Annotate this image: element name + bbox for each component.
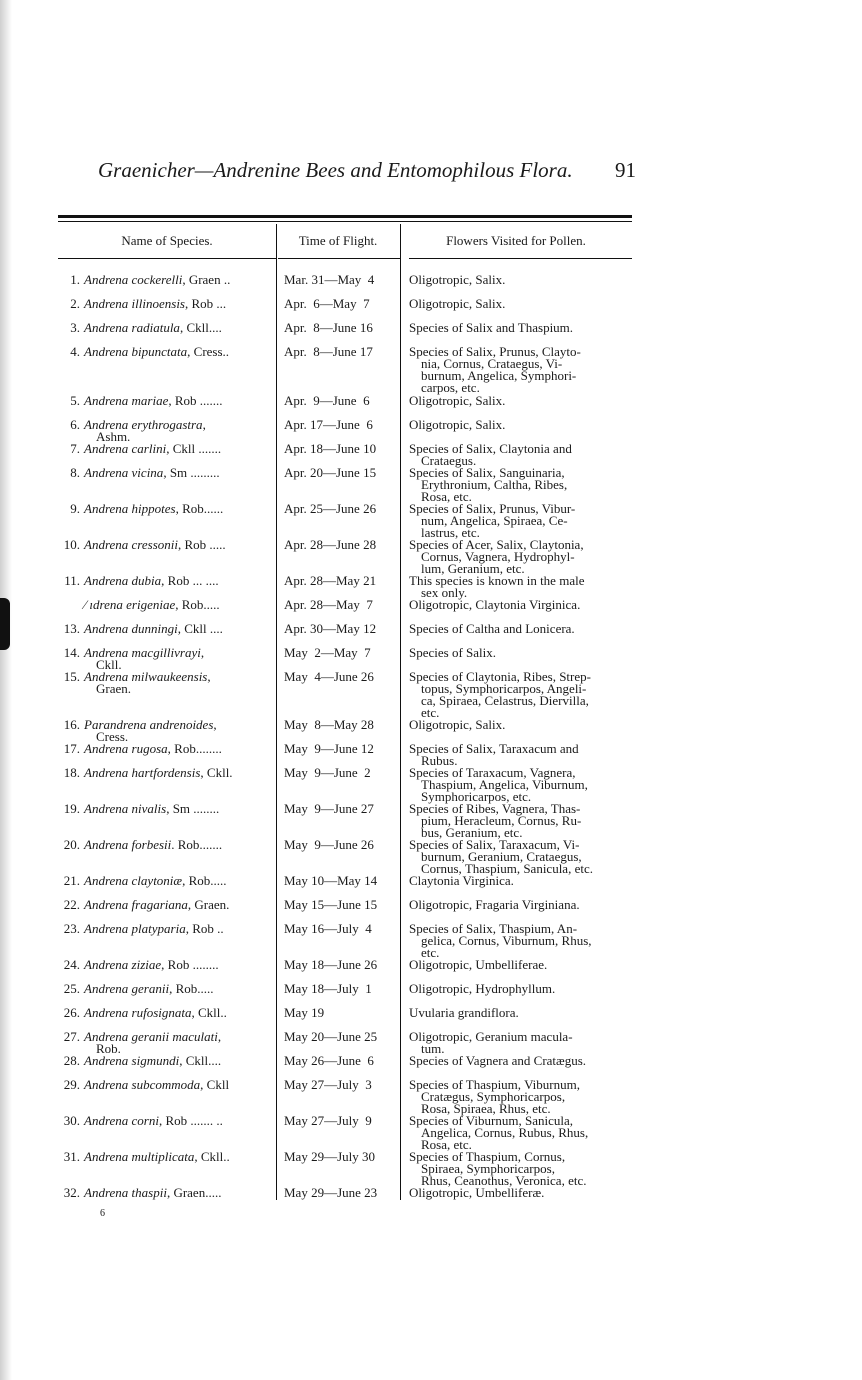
flowers-visited <box>409 539 635 575</box>
species-name <box>84 1007 274 1019</box>
species-name <box>84 647 274 671</box>
flowers-line: num, Angelica, Spiraea, Ce- <box>421 513 568 528</box>
species-binomial: Parandrena andrenoides <box>84 717 214 732</box>
species-binomial: Andrena dubia <box>84 573 162 588</box>
species-author: , Rob........ <box>167 741 222 756</box>
flowers-visited <box>409 395 635 407</box>
flowers-visited <box>409 575 635 599</box>
species-binomial: Andrena erythrogastra <box>84 417 203 432</box>
row-number: 31. <box>63 1149 80 1164</box>
page-number: 91 <box>615 158 636 182</box>
species-name <box>84 467 274 479</box>
row-number: 29. <box>63 1077 80 1092</box>
species-author: , Rob ........ <box>161 957 219 972</box>
row-number: 13. <box>63 621 80 636</box>
flowers-visited <box>409 983 635 995</box>
flowers-line: Rubus. <box>421 753 458 768</box>
row-number: 7. <box>70 441 80 456</box>
flowers-visited <box>409 1007 635 1019</box>
flowers-visited <box>409 1055 635 1067</box>
flowers-visited <box>409 803 635 839</box>
flowers-line: Species of Salix, Prunus, Clayto- <box>409 344 581 359</box>
flight-time: May 15—June 15 <box>284 897 378 912</box>
species-binomial: Andrena nivalis <box>84 801 167 816</box>
flight-time: Apr. 30—May 12 <box>284 621 377 636</box>
species-binomial: Andrena multiplicata <box>84 1149 195 1164</box>
column-header-time: Time of Flight. <box>298 233 378 248</box>
flowers-line: etc. <box>421 945 440 960</box>
flowers-line: Rosa, etc. <box>421 1137 472 1152</box>
species-author: , Sm ......... <box>163 465 220 480</box>
species-author: , Ckll.... <box>179 1053 222 1068</box>
species-binomial: Andrena hartfordensis <box>84 765 201 780</box>
flowers-line: carpos, etc. <box>421 380 480 395</box>
flowers-line: Oligotropic, Hydrophyllum. <box>409 981 556 996</box>
species-name <box>84 743 274 755</box>
flight-time: Apr. 25—June 26 <box>284 501 377 516</box>
flowers-line: etc. <box>421 705 440 720</box>
row-number: 20. <box>63 837 80 852</box>
species-name <box>84 575 274 587</box>
running-title: Graenicher—Andrenine Bees and Entomophilous Flora. <box>98 158 573 182</box>
flowers-line: Claytonia Virginica. <box>409 873 514 888</box>
flowers-visited <box>409 1031 635 1055</box>
species-name <box>84 839 274 851</box>
flight-time: Apr. 17—June 6 <box>284 417 373 432</box>
species-binomial: Andrena claytoniæ <box>84 873 183 888</box>
flowers-visited <box>409 875 635 887</box>
table-top-rule-thin <box>58 221 632 222</box>
flowers-line: Crataegus. <box>421 453 477 468</box>
flowers-visited <box>409 443 635 467</box>
row-number: 15. <box>63 669 80 684</box>
flowers-line: Species of Caltha and Lonicera. <box>409 621 575 636</box>
flowers-line: burnum, Angelica, Symphori- <box>421 368 577 383</box>
species-name <box>84 899 274 911</box>
page-edge <box>0 0 12 1380</box>
species-name <box>84 1031 274 1055</box>
flight-time: May 10—May 14 <box>284 873 378 888</box>
flowers-visited <box>409 647 635 659</box>
species-binomial: Andrena geranii maculati <box>84 1029 218 1044</box>
flight-time: May 9—June 2 <box>284 765 371 780</box>
species-author: , <box>202 417 206 432</box>
species-author: , Ckll <box>200 1077 230 1092</box>
flowers-line: Species of Salix, Claytonia and <box>409 441 572 456</box>
row-number: 28. <box>63 1053 80 1068</box>
species-name <box>84 1079 274 1091</box>
row-number: 30. <box>63 1113 80 1128</box>
flowers-line: Erythronium, Caltha, Ribes, <box>421 477 568 492</box>
flight-time: Apr. 8—June 16 <box>284 320 373 335</box>
species-name <box>84 1151 274 1163</box>
species-author: , <box>213 717 217 732</box>
species-name <box>84 719 274 743</box>
species-author: , Rob ..... <box>178 537 226 552</box>
species-name <box>84 767 274 779</box>
row-number: 10. <box>63 537 80 552</box>
species-binomial: Andrena radiatula <box>84 320 180 335</box>
species-binomial: Andrena geranii <box>84 981 170 996</box>
species-binomial: Andrena bipunctata <box>84 344 188 359</box>
column-header-flowers: Flowers Visited for Pollen. <box>446 233 586 248</box>
row-number: 4. <box>70 344 80 359</box>
flight-time: Apr. 28—May 7 <box>284 597 373 612</box>
flight-time: Apr. 6—May 7 <box>284 296 370 311</box>
flight-time: May 29—June 23 <box>284 1185 378 1200</box>
flowers-visited <box>409 719 635 731</box>
species-author: , <box>207 669 211 684</box>
flowers-line: Species of Thaspium, Cornus, <box>409 1149 566 1164</box>
species-binomial: Andrena cressonii <box>84 537 178 552</box>
flowers-line: Oligotropic, Fragaria Virginiana. <box>409 897 580 912</box>
flight-time: May 8—May 28 <box>284 717 374 732</box>
flowers-line: Oligotropic, Umbelliferae. <box>409 957 548 972</box>
flight-time: Apr. 28—May 21 <box>284 573 377 588</box>
flowers-line: lastrus, etc. <box>421 525 480 540</box>
row-number: 18. <box>63 765 80 780</box>
species-author-continued: Ashm. <box>96 429 131 444</box>
flowers-line: Species of Salix, Taraxacum, Vi- <box>409 837 580 852</box>
flowers-line: Species of Viburnum, Sanicula, <box>409 1113 573 1128</box>
table-top-rule <box>58 215 632 218</box>
species-binomial: Andrena cockerelli <box>84 272 183 287</box>
species-author-continued: Cress. <box>96 729 129 744</box>
species-binomial: Andrena hippotes <box>84 501 176 516</box>
species-author: , Ckll. <box>200 765 233 780</box>
species-name <box>84 599 274 611</box>
species-name <box>84 419 274 443</box>
flowers-visited <box>409 671 635 719</box>
flight-time: May 29—July 30 <box>284 1149 375 1164</box>
flowers-line: Oligotropic, Geranium macula- <box>409 1029 573 1044</box>
species-name <box>84 539 274 551</box>
species-author-continued: Graen. <box>96 681 132 696</box>
flight-time: May 18—July 1 <box>284 981 372 996</box>
species-binomial: Andrena macgillivrayi <box>84 645 201 660</box>
row-number: 21. <box>63 873 80 888</box>
species-author-continued: Rob. <box>96 1041 121 1056</box>
species-name <box>84 1187 274 1199</box>
flowers-visited <box>409 503 635 539</box>
species-author: , Rob..... <box>182 873 227 888</box>
column-header-species: Name of Species. <box>121 233 213 248</box>
flight-time: May 4—June 26 <box>284 669 374 684</box>
species-name <box>84 298 274 310</box>
flowers-visited <box>409 623 635 635</box>
flight-time: May 20—June 25 <box>284 1029 378 1044</box>
species-author: , Ckll .... <box>177 621 223 636</box>
species-name <box>84 623 274 635</box>
flowers-line: This species is known in the male <box>409 573 585 588</box>
flowers-line: Rosa, Spiraea, Rhus, etc. <box>421 1101 551 1116</box>
flowers-line: Uvularia grandiflora. <box>409 1005 519 1020</box>
flowers-line: Species of Ribes, Vagnera, Thas- <box>409 801 581 816</box>
flight-time: Apr. 28—June 28 <box>284 537 377 552</box>
flowers-visited <box>409 1187 635 1199</box>
species-author: , Graen .. <box>182 272 231 287</box>
flowers-visited <box>409 743 635 767</box>
flowers-line: Spiraea, Symphoricarpos, <box>421 1161 555 1176</box>
row-number: 5. <box>70 393 80 408</box>
species-name <box>84 1055 274 1067</box>
species-author: , Ckll.. <box>194 1149 230 1164</box>
row-number: 3. <box>70 320 80 335</box>
flight-time: Apr. 8—June 17 <box>284 344 373 359</box>
species-author: . Rob....... <box>171 837 223 852</box>
row-number: 8. <box>70 465 80 480</box>
flowers-line: Angelica, Cornus, Rubus, Rhus, <box>421 1125 589 1140</box>
flowers-line: tum. <box>421 1041 445 1056</box>
row-number: 26. <box>63 1005 80 1020</box>
species-binomial: Andrena carlini <box>84 441 167 456</box>
species-name <box>84 671 274 695</box>
flowers-line: Oligotropic, Umbelliferæ. <box>409 1185 545 1200</box>
species-name <box>84 274 274 286</box>
flowers-line: burnum, Geranium, Crataegus, <box>421 849 582 864</box>
species-binomial: Andrena rugosa <box>84 741 168 756</box>
flowers-visited <box>409 322 635 334</box>
flight-time: May 9—June 27 <box>284 801 374 816</box>
species-author: , Rob...... <box>175 501 224 516</box>
flowers-visited <box>409 923 635 959</box>
row-number: 25. <box>63 981 80 996</box>
row-number: 6. <box>70 417 80 432</box>
species-binomial: Andrena sigmundi <box>84 1053 180 1068</box>
column-header-rule <box>409 258 632 259</box>
flowers-visited <box>409 1079 635 1115</box>
flowers-line: Oligotropic, Salix. <box>409 417 506 432</box>
species-name <box>84 346 274 358</box>
flowers-line: Oligotropic, Salix. <box>409 717 506 732</box>
species-author: , Graen..... <box>166 1185 222 1200</box>
species-author: , Rob ... .... <box>161 573 219 588</box>
flowers-line: Cornus, Thaspium, Sanicula, etc. <box>421 861 593 876</box>
flowers-line: Species of Salix and Thaspium. <box>409 320 574 335</box>
flowers-line: Oligotropic, Salix. <box>409 296 506 311</box>
species-name <box>84 803 274 815</box>
flowers-line: Cornus, Vagnera, Hydrophyl- <box>421 549 575 564</box>
flowers-line: Species of Taraxacum, Vagnera, <box>409 765 576 780</box>
species-binomial: Andrena thaspii <box>84 1185 167 1200</box>
species-name <box>84 395 274 407</box>
flowers-visited <box>409 1151 635 1187</box>
flowers-line: Oligotropic, Salix. <box>409 272 506 287</box>
flowers-line: nia, Cornus, Crataegus, Vi- <box>421 356 563 371</box>
species-author: , <box>200 645 205 660</box>
flowers-line: Species of Salix. <box>409 645 497 660</box>
species-binomial: Andrena milwaukeensis <box>84 669 208 684</box>
column-header-rule <box>278 258 400 259</box>
species-binomial: Andrena corni <box>84 1113 159 1128</box>
flowers-visited <box>409 599 635 611</box>
flight-time: Mar. 31—May 4 <box>284 272 375 287</box>
flowers-line: bus, Geranium, etc. <box>421 825 523 840</box>
flight-time: Apr. 20—June 15 <box>284 465 377 480</box>
flight-time: May 18—June 26 <box>284 957 378 972</box>
flowers-line: Symphoricarpos, etc. <box>421 789 532 804</box>
species-author: , Graen. <box>187 897 230 912</box>
species-binomial: Andrena mariae <box>84 393 169 408</box>
species-binomial: Andrena dunningi <box>84 621 178 636</box>
flowers-line: Oligotropic, Salix. <box>409 393 506 408</box>
row-number: 16. <box>63 717 80 732</box>
row-number: 2. <box>70 296 80 311</box>
species-author: , Sm ........ <box>166 801 220 816</box>
flowers-visited <box>409 959 635 971</box>
flight-time: May 27—July 9 <box>284 1113 372 1128</box>
column-header-rule <box>58 258 276 259</box>
flowers-visited <box>409 467 635 503</box>
row-number: 11. <box>64 573 80 588</box>
flight-time: May 26—June 6 <box>284 1053 374 1068</box>
species-author: , Ckll ....... <box>166 441 222 456</box>
flowers-visited <box>409 767 635 803</box>
flowers-visited <box>409 419 635 431</box>
row-number: 24. <box>63 957 80 972</box>
species-author: , <box>217 1029 222 1044</box>
flowers-line: topus, Symphoricarpos, Angeli- <box>421 681 587 696</box>
column-divider <box>400 224 401 1200</box>
flowers-line: Oligotropic, Claytonia Virginica. <box>409 597 581 612</box>
species-name <box>84 959 274 971</box>
flowers-line: Species of Acer, Salix, Claytonia, <box>409 537 584 552</box>
flowers-visited <box>409 1115 635 1151</box>
row-number: 27. <box>63 1029 80 1044</box>
species-name <box>84 1115 274 1127</box>
species-author: , Ckll.... <box>179 320 222 335</box>
species-binomial: Andrena illinoensis <box>84 296 185 311</box>
running-header <box>98 158 636 183</box>
species-author: , Ckll.. <box>191 1005 227 1020</box>
species-author: , Rob ... <box>185 296 227 311</box>
flowers-line: Rosa, etc. <box>421 489 472 504</box>
flowers-line: Species of Claytonia, Ribes, Strep- <box>409 669 591 684</box>
flowers-line: Thaspium, Angelica, Viburnum, <box>421 777 588 792</box>
species-author: , Rob ....... <box>168 393 223 408</box>
row-number: 32. <box>63 1185 80 1200</box>
flowers-line: sex only. <box>421 585 468 600</box>
flowers-line: Species of Salix, Sanguinaria, <box>409 465 565 480</box>
row-number: 19. <box>63 801 80 816</box>
species-author: , Rob..... <box>175 597 220 612</box>
species-binomial: Andrena ziziae <box>84 957 162 972</box>
species-binomial: Andrena rufosignata <box>84 1005 192 1020</box>
species-name <box>84 443 274 455</box>
flowers-line: Species of Vagnera and Cratægus. <box>409 1053 587 1068</box>
species-name <box>84 322 274 334</box>
species-binomial: Andrena fragariana <box>84 897 188 912</box>
flowers-line: Species of Salix, Taraxacum and <box>409 741 579 756</box>
flowers-line: ca, Spiraea, Celastrus, Diervilla, <box>421 693 589 708</box>
flowers-line: gelica, Cornus, Viburnum, Rhus, <box>421 933 592 948</box>
footer-mark: 6 <box>100 1208 105 1219</box>
species-author: , Cress.. <box>187 344 230 359</box>
flowers-line: Cratægus, Symphoricarpos, <box>421 1089 566 1104</box>
flight-time: May 27—July 3 <box>284 1077 372 1092</box>
species-author: , Rob .. <box>185 921 224 936</box>
flowers-line: lum, Geranium, etc. <box>421 561 525 576</box>
species-binomial: Andrena platyparia <box>84 921 186 936</box>
species-binomial: Andrena forbesii <box>84 837 172 852</box>
flight-time: May 9—June 12 <box>284 741 374 756</box>
species-author-continued: Ckll. <box>96 657 122 672</box>
row-number: 17. <box>63 741 80 756</box>
flowers-line: pium, Heracleum, Cornus, Ru- <box>421 813 582 828</box>
species-name <box>84 923 274 935</box>
flowers-line: Species of Salix, Prunus, Vibur- <box>409 501 576 516</box>
species-name <box>84 503 274 515</box>
flowers-visited <box>409 839 635 875</box>
species-binomial: Andrena subcommoda <box>84 1077 201 1092</box>
flight-time: Apr. 9—June 6 <box>284 393 370 408</box>
flight-time: May 9—June 26 <box>284 837 374 852</box>
flowers-line: Rhus, Ceanothus, Veronica, etc. <box>421 1173 587 1188</box>
species-author: , Rob ....... .. <box>158 1113 223 1128</box>
species-binomial: Andrena vicina <box>84 465 164 480</box>
row-number: 1. <box>70 272 80 287</box>
row-number: 9. <box>70 501 80 516</box>
page-edge-mark <box>0 598 10 650</box>
flowers-line: Species of Salix, Thaspium, An- <box>409 921 578 936</box>
flight-time: May 2—May 7 <box>284 645 371 660</box>
flight-time: Apr. 18—June 10 <box>284 441 377 456</box>
flowers-visited <box>409 899 635 911</box>
species-author: , Rob..... <box>169 981 214 996</box>
flight-time: May 16—July 4 <box>284 921 372 936</box>
flight-time: May 19 <box>284 1005 325 1020</box>
flowers-visited <box>409 274 635 286</box>
flowers-visited <box>409 346 635 394</box>
column-divider <box>276 224 277 1200</box>
flowers-line: Species of Thaspium, Viburnum, <box>409 1077 580 1092</box>
flowers-visited <box>409 298 635 310</box>
row-number: 22. <box>63 897 80 912</box>
row-number: 14. <box>63 645 80 660</box>
species-name <box>84 983 274 995</box>
row-number: 23. <box>63 921 80 936</box>
species-binomial: ⁄ ıdrena erigeniae <box>84 597 176 612</box>
species-name <box>84 875 274 887</box>
